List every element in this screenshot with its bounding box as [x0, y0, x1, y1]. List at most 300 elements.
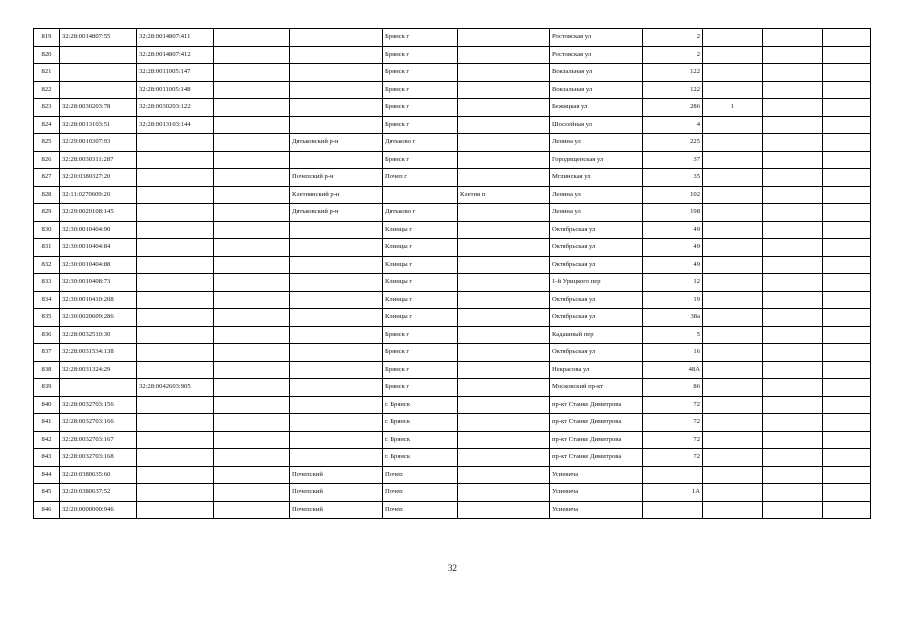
- extra-cell-2: [763, 396, 823, 414]
- table-row: [34, 484, 871, 502]
- district-cell: [290, 81, 383, 99]
- city-cell: Брянск г: [383, 151, 458, 169]
- table-row: [34, 151, 871, 169]
- extra-cell: [214, 396, 290, 414]
- extra-cell: [214, 221, 290, 239]
- street-cell: пр-кт Станке Димитрова: [550, 414, 643, 432]
- extra-cell-3: [823, 326, 871, 344]
- city-cell: Почеп: [383, 501, 458, 519]
- city-cell: г. Брянск: [383, 431, 458, 449]
- cadastral-number-2-cell: 32:28:0042603:905: [137, 379, 214, 397]
- extra-cell-3: [823, 204, 871, 222]
- street-cell: пр-кт Станке Димитрова: [550, 396, 643, 414]
- table-row: [34, 344, 871, 362]
- row-number-cell: 831: [34, 239, 60, 257]
- house-number-cell: 72: [643, 449, 703, 467]
- house-number-cell: [643, 501, 703, 519]
- district-cell: [290, 29, 383, 47]
- row-number-cell: 837: [34, 344, 60, 362]
- row-number-cell: 824: [34, 116, 60, 134]
- house-number-cell: 72: [643, 431, 703, 449]
- city-cell: Брянск г: [383, 361, 458, 379]
- cadastral-number-2-cell: [137, 169, 214, 187]
- cadastral-number-2-cell: [137, 134, 214, 152]
- settlement-cell: [458, 326, 550, 344]
- building-cell: [703, 221, 763, 239]
- cadastral-number-cell: [60, 64, 137, 82]
- cadastral-number-2-cell: [137, 274, 214, 292]
- district-cell: [290, 309, 383, 327]
- cadastral-number-2-cell: [137, 204, 214, 222]
- street-cell: Ленина ул: [550, 134, 643, 152]
- extra-cell: [214, 361, 290, 379]
- building-cell: [703, 466, 763, 484]
- house-number-cell: 49: [643, 221, 703, 239]
- city-cell: Клинцы г: [383, 221, 458, 239]
- row-number-cell: 842: [34, 431, 60, 449]
- building-cell: [703, 484, 763, 502]
- building-cell: [703, 379, 763, 397]
- house-number-cell: 198: [643, 204, 703, 222]
- cadastral-number-2-cell: [137, 186, 214, 204]
- extra-cell-2: [763, 466, 823, 484]
- settlement-cell: [458, 239, 550, 257]
- house-number-cell: 38а: [643, 309, 703, 327]
- settlement-cell: [458, 379, 550, 397]
- settlement-cell: [458, 274, 550, 292]
- cadastral-number-cell: 32:20:0380327:20: [60, 169, 137, 187]
- district-cell: [290, 274, 383, 292]
- city-cell: Брянск г: [383, 116, 458, 134]
- extra-cell-2: [763, 291, 823, 309]
- table-row: [34, 134, 871, 152]
- extra-cell-2: [763, 116, 823, 134]
- house-number-cell: [643, 466, 703, 484]
- district-cell: [290, 344, 383, 362]
- street-cell: Ростовская ул: [550, 46, 643, 64]
- city-cell: Дятьково г: [383, 204, 458, 222]
- settlement-cell: [458, 134, 550, 152]
- city-cell: г. Брянск: [383, 396, 458, 414]
- cadastral-number-2-cell: [137, 326, 214, 344]
- district-cell: Клетнянский р-н: [290, 186, 383, 204]
- cadastral-number-2-cell: [137, 151, 214, 169]
- extra-cell-2: [763, 169, 823, 187]
- house-number-cell: 49: [643, 239, 703, 257]
- street-cell: Октябрьская ул: [550, 309, 643, 327]
- row-number-cell: 843: [34, 449, 60, 467]
- building-cell: [703, 134, 763, 152]
- cadastral-number-2-cell: [137, 396, 214, 414]
- city-cell: Брянск г: [383, 81, 458, 99]
- district-cell: [290, 326, 383, 344]
- city-cell: г. Брянск: [383, 449, 458, 467]
- house-number-cell: 122: [643, 81, 703, 99]
- row-number-cell: 832: [34, 256, 60, 274]
- extra-cell: [214, 466, 290, 484]
- extra-cell: [214, 484, 290, 502]
- extra-cell-3: [823, 239, 871, 257]
- extra-cell-2: [763, 239, 823, 257]
- cadastral-number-cell: 32:28:0031534:138: [60, 344, 137, 362]
- extra-cell: [214, 99, 290, 117]
- district-cell: [290, 431, 383, 449]
- building-cell: [703, 274, 763, 292]
- table-row: [34, 256, 871, 274]
- extra-cell: [214, 116, 290, 134]
- cadastral-number-cell: 32:29:0020108:145: [60, 204, 137, 222]
- cadastral-number-2-cell: [137, 291, 214, 309]
- building-cell: [703, 501, 763, 519]
- table-row: [34, 116, 871, 134]
- district-cell: [290, 239, 383, 257]
- house-number-cell: 4: [643, 116, 703, 134]
- extra-cell-3: [823, 274, 871, 292]
- city-cell: Почеп: [383, 484, 458, 502]
- cadastral-number-2-cell: 32:28:0011005:147: [137, 64, 214, 82]
- city-cell: Клинцы г: [383, 274, 458, 292]
- building-cell: [703, 326, 763, 344]
- district-cell: [290, 414, 383, 432]
- city-cell: Брянск г: [383, 29, 458, 47]
- street-cell: Кадашный пер: [550, 326, 643, 344]
- extra-cell-2: [763, 484, 823, 502]
- extra-cell: [214, 151, 290, 169]
- cadastral-number-cell: 32:20:0380637:52: [60, 484, 137, 502]
- extra-cell: [214, 169, 290, 187]
- cadastral-number-cell: 32:28:0032703:166: [60, 414, 137, 432]
- extra-cell: [214, 501, 290, 519]
- cadastral-number-cell: 32:20:0000000:946: [60, 501, 137, 519]
- settlement-cell: [458, 309, 550, 327]
- extra-cell: [214, 309, 290, 327]
- city-cell: Брянск г: [383, 46, 458, 64]
- settlement-cell: [458, 29, 550, 47]
- cadastral-number-2-cell: [137, 361, 214, 379]
- extra-cell: [214, 29, 290, 47]
- settlement-cell: [458, 204, 550, 222]
- city-cell: Клинцы г: [383, 239, 458, 257]
- cadastral-number-2-cell: [137, 239, 214, 257]
- extra-cell-2: [763, 221, 823, 239]
- table-row: [34, 396, 871, 414]
- house-number-cell: 1А: [643, 484, 703, 502]
- settlement-cell: [458, 484, 550, 502]
- extra-cell-2: [763, 64, 823, 82]
- page-number: 32: [448, 563, 457, 573]
- extra-cell: [214, 326, 290, 344]
- cadastral-number-cell: 32:28:0032703:156: [60, 396, 137, 414]
- settlement-cell: [458, 501, 550, 519]
- row-number-cell: 845: [34, 484, 60, 502]
- table-row: [34, 309, 871, 327]
- house-number-cell: 2: [643, 46, 703, 64]
- table-body: [34, 29, 871, 519]
- settlement-cell: [458, 81, 550, 99]
- extra-cell-2: [763, 256, 823, 274]
- house-number-cell: 48А: [643, 361, 703, 379]
- cadastral-number-cell: 32:28:0030311:287: [60, 151, 137, 169]
- cadastral-number-2-cell: 32:28:0011005:148: [137, 81, 214, 99]
- settlement-cell: [458, 431, 550, 449]
- city-cell: Клинцы г: [383, 309, 458, 327]
- extra-cell: [214, 414, 290, 432]
- table-row: [34, 99, 871, 117]
- city-cell: Почеп г: [383, 169, 458, 187]
- street-cell: Бежицкая ул: [550, 99, 643, 117]
- extra-cell-3: [823, 29, 871, 47]
- building-cell: [703, 29, 763, 47]
- extra-cell-2: [763, 361, 823, 379]
- cadastral-number-2-cell: [137, 309, 214, 327]
- table-row: [34, 449, 871, 467]
- house-number-cell: 19: [643, 291, 703, 309]
- settlement-cell: [458, 396, 550, 414]
- settlement-cell: [458, 221, 550, 239]
- extra-cell-3: [823, 134, 871, 152]
- extra-cell-3: [823, 169, 871, 187]
- city-cell: Клинцы г: [383, 291, 458, 309]
- cadastral-number-cell: 32:29:0010307:93: [60, 134, 137, 152]
- extra-cell-2: [763, 151, 823, 169]
- cadastral-number-cell: 32:30:0020609:286: [60, 309, 137, 327]
- settlement-cell: [458, 344, 550, 362]
- extra-cell-2: [763, 344, 823, 362]
- extra-cell: [214, 256, 290, 274]
- cadastral-number-2-cell: [137, 221, 214, 239]
- building-cell: [703, 151, 763, 169]
- district-cell: Почепский р-н: [290, 169, 383, 187]
- extra-cell-3: [823, 414, 871, 432]
- settlement-cell: [458, 46, 550, 64]
- house-number-cell: 86: [643, 379, 703, 397]
- cadastral-number-cell: 32:30:0010410:208: [60, 291, 137, 309]
- extra-cell: [214, 134, 290, 152]
- street-cell: Октябрьская ул: [550, 221, 643, 239]
- district-cell: Почепский: [290, 484, 383, 502]
- house-number-cell: 225: [643, 134, 703, 152]
- cadastral-number-cell: 32:28:0032703:168: [60, 449, 137, 467]
- table-row: [34, 466, 871, 484]
- row-number-cell: 822: [34, 81, 60, 99]
- city-cell: Брянск г: [383, 64, 458, 82]
- extra-cell: [214, 274, 290, 292]
- cadastral-number-2-cell: 32:28:0013103:144: [137, 116, 214, 134]
- table-row: [34, 81, 871, 99]
- table-row: [34, 186, 871, 204]
- cadastral-number-2-cell: [137, 449, 214, 467]
- row-number-cell: 840: [34, 396, 60, 414]
- extra-cell-2: [763, 46, 823, 64]
- cadastral-number-cell: 32:28:0032703:167: [60, 431, 137, 449]
- street-cell: Ростовская ул: [550, 29, 643, 47]
- building-cell: [703, 169, 763, 187]
- extra-cell-3: [823, 64, 871, 82]
- house-number-cell: 5: [643, 326, 703, 344]
- extra-cell-2: [763, 449, 823, 467]
- street-cell: Усиевича: [550, 484, 643, 502]
- row-number-cell: 833: [34, 274, 60, 292]
- street-cell: Мглинская ул: [550, 169, 643, 187]
- settlement-cell: [458, 466, 550, 484]
- city-cell: г. Брянск: [383, 414, 458, 432]
- extra-cell-2: [763, 204, 823, 222]
- district-cell: Дятьковский р-н: [290, 134, 383, 152]
- extra-cell: [214, 186, 290, 204]
- district-cell: [290, 291, 383, 309]
- extra-cell-3: [823, 361, 871, 379]
- building-cell: [703, 344, 763, 362]
- extra-cell: [214, 344, 290, 362]
- city-cell: Почеп: [383, 466, 458, 484]
- cadastral-number-cell: 32:30:0010404:90: [60, 221, 137, 239]
- cadastral-number-2-cell: [137, 344, 214, 362]
- row-number-cell: 838: [34, 361, 60, 379]
- table-row: [34, 379, 871, 397]
- street-cell: 1-й Урицкого пер: [550, 274, 643, 292]
- building-cell: 1: [703, 99, 763, 117]
- district-cell: Почепский: [290, 466, 383, 484]
- cadastral-number-cell: 32:28:0014807:55: [60, 29, 137, 47]
- extra-cell: [214, 379, 290, 397]
- extra-cell: [214, 291, 290, 309]
- street-cell: Московский пр-кт: [550, 379, 643, 397]
- row-number-cell: 819: [34, 29, 60, 47]
- building-cell: [703, 449, 763, 467]
- cadastral-number-cell: [60, 81, 137, 99]
- street-cell: Усиевича: [550, 466, 643, 484]
- row-number-cell: 825: [34, 134, 60, 152]
- row-number-cell: 841: [34, 414, 60, 432]
- cadastral-number-cell: 32:30:0010404:84: [60, 239, 137, 257]
- street-cell: Октябрьская ул: [550, 291, 643, 309]
- table-row: [34, 64, 871, 82]
- extra-cell-3: [823, 256, 871, 274]
- cadastral-number-2-cell: 32:28:0030203:122: [137, 99, 214, 117]
- settlement-cell: [458, 291, 550, 309]
- house-number-cell: 2: [643, 29, 703, 47]
- extra-cell-3: [823, 501, 871, 519]
- cadastral-number-2-cell: [137, 431, 214, 449]
- row-number-cell: 844: [34, 466, 60, 484]
- building-cell: [703, 81, 763, 99]
- district-cell: [290, 64, 383, 82]
- city-cell: Брянск г: [383, 344, 458, 362]
- cadastral-number-2-cell: [137, 256, 214, 274]
- district-cell: Почепский: [290, 501, 383, 519]
- row-number-cell: 820: [34, 46, 60, 64]
- building-cell: [703, 396, 763, 414]
- city-cell: Брянск г: [383, 326, 458, 344]
- table-row: [34, 291, 871, 309]
- street-cell: пр-кт Станке Димитрова: [550, 431, 643, 449]
- settlement-cell: [458, 99, 550, 117]
- city-cell: Брянск г: [383, 99, 458, 117]
- house-number-cell: 16: [643, 344, 703, 362]
- house-number-cell: 72: [643, 396, 703, 414]
- row-number-cell: 829: [34, 204, 60, 222]
- row-number-cell: 827: [34, 169, 60, 187]
- extra-cell-2: [763, 29, 823, 47]
- property-register-table: [33, 28, 871, 519]
- cadastral-number-2-cell: [137, 414, 214, 432]
- extra-cell-3: [823, 99, 871, 117]
- extra-cell: [214, 46, 290, 64]
- extra-cell-2: [763, 431, 823, 449]
- extra-cell-3: [823, 484, 871, 502]
- house-number-cell: 35: [643, 169, 703, 187]
- cadastral-number-2-cell: [137, 501, 214, 519]
- settlement-cell: [458, 361, 550, 379]
- extra-cell-3: [823, 221, 871, 239]
- building-cell: [703, 414, 763, 432]
- street-cell: Усиевича: [550, 501, 643, 519]
- cadastral-number-cell: 32:28:0032510:30: [60, 326, 137, 344]
- extra-cell-3: [823, 186, 871, 204]
- extra-cell: [214, 64, 290, 82]
- extra-cell-3: [823, 449, 871, 467]
- extra-cell-3: [823, 431, 871, 449]
- extra-cell-3: [823, 151, 871, 169]
- extra-cell-3: [823, 466, 871, 484]
- extra-cell: [214, 239, 290, 257]
- row-number-cell: 828: [34, 186, 60, 204]
- settlement-cell: [458, 449, 550, 467]
- street-cell: Ленина ул: [550, 186, 643, 204]
- table-row: [34, 204, 871, 222]
- cadastral-number-2-cell: [137, 466, 214, 484]
- district-cell: Дятьковский р-н: [290, 204, 383, 222]
- street-cell: пр-кт Станке Димитрова: [550, 449, 643, 467]
- building-cell: [703, 116, 763, 134]
- settlement-cell: [458, 151, 550, 169]
- extra-cell-2: [763, 414, 823, 432]
- cadastral-number-cell: 32:28:0030203:78: [60, 99, 137, 117]
- street-cell: Ленина ул: [550, 204, 643, 222]
- street-cell: Городищенская ул: [550, 151, 643, 169]
- city-cell: Клинцы г: [383, 256, 458, 274]
- extra-cell-2: [763, 81, 823, 99]
- cadastral-number-cell: [60, 379, 137, 397]
- district-cell: [290, 99, 383, 117]
- extra-cell-3: [823, 344, 871, 362]
- extra-cell-2: [763, 99, 823, 117]
- row-number-cell: 823: [34, 99, 60, 117]
- extra-cell-3: [823, 46, 871, 64]
- house-number-cell: 102: [643, 186, 703, 204]
- street-cell: Октябрьская ул: [550, 239, 643, 257]
- extra-cell: [214, 431, 290, 449]
- extra-cell: [214, 81, 290, 99]
- cadastral-number-2-cell: [137, 484, 214, 502]
- table-row: [34, 29, 871, 47]
- house-number-cell: 37: [643, 151, 703, 169]
- row-number-cell: 830: [34, 221, 60, 239]
- extra-cell-3: [823, 379, 871, 397]
- table-row: [34, 326, 871, 344]
- extra-cell-3: [823, 309, 871, 327]
- row-number-cell: 821: [34, 64, 60, 82]
- street-cell: Вокзальная ул: [550, 64, 643, 82]
- extra-cell: [214, 204, 290, 222]
- row-number-cell: 834: [34, 291, 60, 309]
- settlement-cell: [458, 64, 550, 82]
- extra-cell-2: [763, 379, 823, 397]
- city-cell: [383, 186, 458, 204]
- settlement-cell: [458, 414, 550, 432]
- table-row: [34, 169, 871, 187]
- extra-cell-2: [763, 309, 823, 327]
